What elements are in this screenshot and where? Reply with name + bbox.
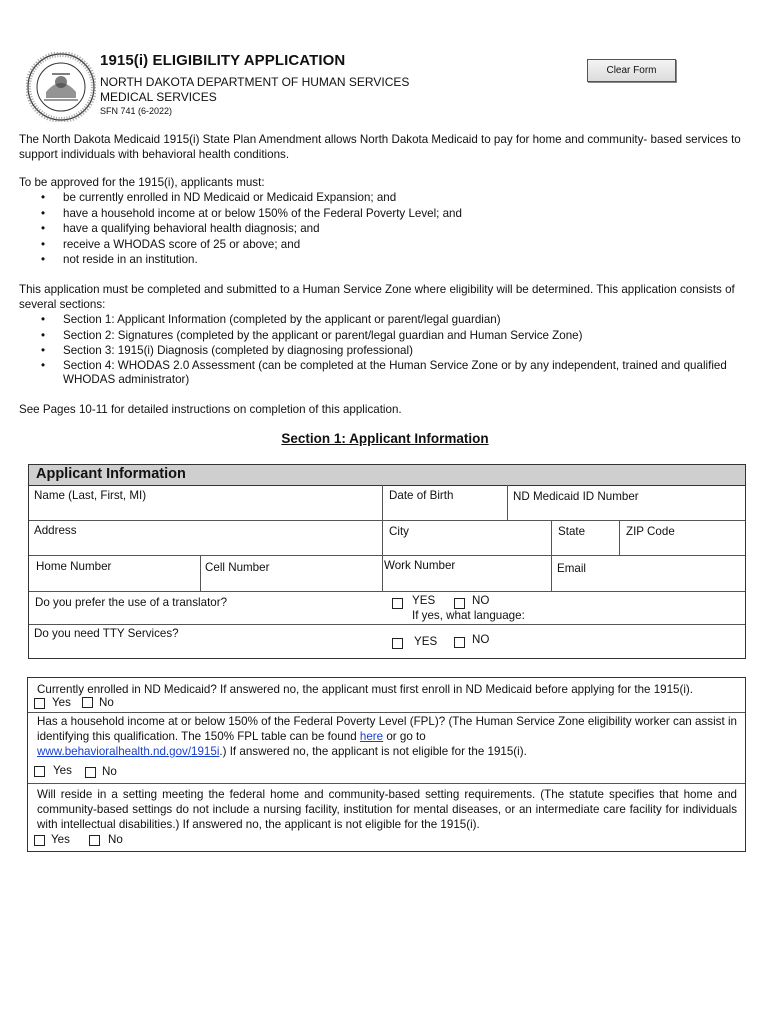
translator-no-checkbox[interactable] — [454, 598, 465, 609]
setting-yes-checkbox[interactable] — [34, 835, 45, 846]
date-of-birth-field[interactable]: Date of Birth — [389, 489, 454, 502]
section1-title: Section 1: Applicant Information — [281, 431, 489, 446]
sections-block — [19, 282, 749, 387]
income-no-checkbox[interactable] — [85, 767, 96, 778]
list-item: • be currently enrolled in ND Medicaid or Medicaid Expansion; and — [19, 190, 749, 206]
state-seal-logo — [26, 52, 96, 122]
requirements-list — [19, 190, 749, 268]
list-item: • have a qualifying behavioral health diagnosis; and — [19, 221, 749, 237]
tty-question: Do you need TTY Services? — [34, 627, 179, 640]
department-name: NORTH DAKOTA DEPARTMENT OF HUMAN SERVICES — [100, 75, 410, 89]
medicaid-yes-checkbox[interactable] — [34, 698, 45, 709]
income-yes-label: Yes — [53, 764, 72, 777]
income-no-label: No — [102, 765, 117, 778]
sections-list — [19, 312, 749, 387]
medicaid-no-label: No — [99, 696, 114, 709]
cell-number-field[interactable]: Cell Number — [205, 561, 270, 574]
income-yes-checkbox[interactable] — [34, 766, 45, 777]
medicaid-id-field[interactable]: ND Medicaid ID Number — [513, 490, 639, 503]
medicaid-enrolled-question: Currently enrolled in ND Medicaid? If answered no, the applicant must first enroll in ND Medicaid before applying for the 1915(i). — [37, 683, 694, 696]
medicaid-no-checkbox[interactable] — [82, 697, 93, 708]
tty-yes-checkbox[interactable] — [392, 638, 403, 649]
eligibility-questions-box — [27, 677, 746, 852]
tty-no-checkbox[interactable] — [454, 637, 465, 648]
requirements-block — [19, 175, 749, 268]
requirements-lead: To be approved for the 1915(i), applicants must: — [19, 176, 265, 189]
income-question-text: or go to — [383, 730, 426, 743]
form-title: 1915(i) ELIGIBILITY APPLICATION — [100, 52, 346, 69]
translator-yes-checkbox[interactable] — [392, 598, 403, 609]
translator-yes-label: YES — [412, 594, 436, 607]
intro-paragraph: The North Dakota Medicaid 1915(i) State Plan Amendment allows North Dakota Medicaid to pay for home and community- based services to support individuals with behavioral health conditions. — [19, 133, 741, 161]
medicaid-yes-label: Yes — [52, 696, 71, 709]
address-field[interactable]: Address — [34, 524, 77, 537]
list-item: • Section 4: WHODAS 2.0 Assessment (can be completed at the Human Service Zone or by any independent, trained and qualified WHODAS administrator) — [19, 359, 749, 387]
clear-form-button[interactable]: Clear Form — [587, 59, 676, 82]
setting-no-label: No — [108, 833, 123, 846]
translator-question: Do you prefer the use of a translator? — [35, 596, 228, 609]
language-field[interactable]: If yes, what language: — [412, 609, 525, 622]
fpl-table-link[interactable]: here — [359, 730, 384, 743]
list-item: • receive a WHODAS score of 25 or above; and — [19, 237, 749, 253]
applicant-info-heading-text: Applicant Information — [36, 466, 186, 482]
form-number: SFN 741 (6-2022) — [100, 106, 173, 116]
name-field[interactable]: Name (Last, First, MI) — [34, 489, 147, 502]
setting-no-checkbox[interactable] — [89, 835, 100, 846]
list-item: • Section 1: Applicant Information (completed by the applicant or parent/legal guardian) — [19, 312, 749, 328]
sections-lead: This application must be completed and submitted to a Human Service Zone where eligibility will be determined. This application consists of several sections: — [19, 283, 735, 311]
see-pages-note: See Pages 10-11 for detailed instructions on completion of this application. — [19, 403, 402, 416]
applicant-info-heading — [29, 465, 745, 486]
translator-no-label: NO — [472, 594, 490, 607]
tty-no-label: NO — [472, 633, 490, 646]
list-item: • Section 3: 1915(i) Diagnosis (completed by diagnosing professional) — [19, 343, 749, 359]
state-field[interactable]: State — [558, 525, 586, 538]
work-number-field[interactable]: Work Number — [384, 559, 456, 572]
city-field[interactable]: City — [389, 525, 409, 538]
applicant-info-table — [28, 464, 746, 659]
tty-yes-label: YES — [414, 635, 438, 648]
behavioral-health-link[interactable]: www.behavioralhealth.nd.gov/1915i — [37, 745, 220, 758]
income-question-text: .) If answered no, the applicant is not eligible for the 1915(i). — [219, 745, 527, 758]
home-number-field[interactable]: Home Number — [36, 560, 112, 573]
income-question — [37, 714, 737, 759]
list-item: • have a household income at or below 150% of the Federal Poverty Level; and — [19, 206, 749, 222]
list-item: • not reside in an institution. — [19, 252, 749, 268]
zip-code-field[interactable]: ZIP Code — [626, 525, 675, 538]
list-item: • Section 2: Signatures (completed by the applicant or parent/legal guardian and Human Service Zone) — [19, 328, 749, 344]
setting-yes-label: Yes — [51, 833, 70, 846]
division-name: MEDICAL SERVICES — [100, 90, 217, 104]
income-question-text: Has a household income at or below 150% of the Federal Poverty Level (FPL)? (The Human Service Zone eligibility worker can assist in identifying this qualification. The 150% FPL table can be found — [37, 715, 737, 743]
setting-question: Will reside in a setting meeting the federal home and community-based setting requirements. (The statute specifies that home and community-based settings do not include a nursing facility, institution for mental diseases, or an intermediate care facility for individuals with intellectual disabilities.) If answered no, the applicant is not eligible for the 1915(i). — [37, 788, 737, 831]
email-field[interactable]: Email — [557, 562, 586, 575]
